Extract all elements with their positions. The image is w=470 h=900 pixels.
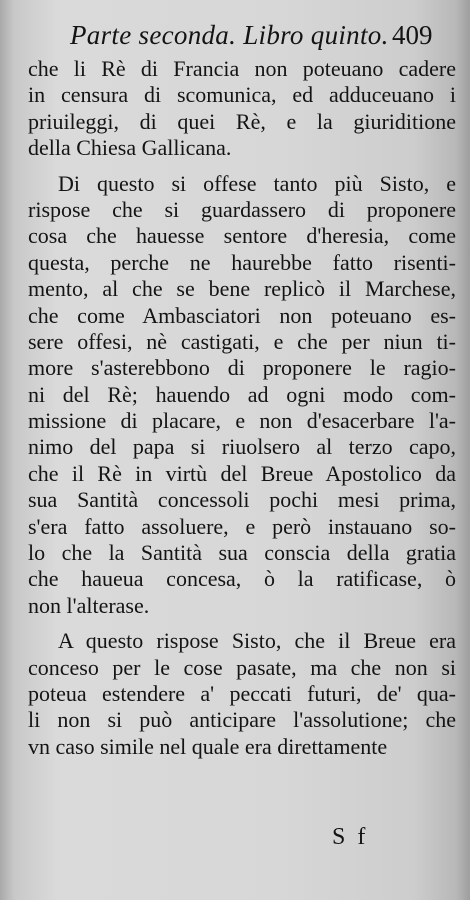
page-header	[0, 16, 470, 56]
text-line: ni del Rè; hauendo ad ogni modo com-	[28, 381, 456, 407]
text-line: more s'asterebbono di proponere le ragio-	[28, 355, 456, 381]
text-line: conceso per le cose pasate, ma che non si	[28, 654, 456, 680]
text-line: lo che la Santità sua conscia della gratia	[28, 540, 456, 566]
text-line: Di questo si offese tanto più Sisto, e	[58, 170, 456, 196]
signature-mark: S f	[332, 824, 369, 850]
paragraph	[28, 56, 456, 162]
text-line: missione di placare, e non d'esacerbare l'a-	[28, 408, 456, 434]
text-line: della Chiesa Gallicana.	[28, 135, 232, 161]
text-line: vn caso simile nel quale era direttamente	[28, 733, 388, 759]
text-line: priuileggi, di quei Rè, e la giuriditione	[28, 108, 456, 134]
text-line: li non si può anticipare l'assolutione; che	[28, 707, 456, 733]
text-line: questa, perche ne haurebbe fatto risenti-	[28, 249, 456, 275]
text-line: poteua estendere a' peccati futuri, de' qua-	[28, 680, 456, 706]
text-line: sua Santità concessoli pochi mesi prima,	[28, 487, 456, 513]
page-number: 409	[392, 20, 433, 50]
paragraph	[28, 171, 456, 620]
text-line: che haueua concesa, ò la ratificase, ò	[28, 566, 456, 592]
paragraph-gap	[28, 619, 456, 628]
text-line: rispose che si guardassero di proponere	[28, 196, 456, 222]
text-line: A questo rispose Sisto, che il Breue era	[58, 628, 456, 654]
text-line: che il Rè in virtù del Breue Apostolico da	[28, 460, 456, 486]
body-text	[28, 56, 456, 760]
text-line: non l'alterase.	[28, 592, 150, 618]
text-line: cosa che hauesse sentore d'heresia, come	[28, 223, 456, 249]
text-line: che come Ambasciatori non poteuano es-	[28, 302, 456, 328]
text-line: che li Rè di Francia non poteuano cadere	[28, 56, 456, 81]
paragraph	[28, 628, 456, 760]
text-line: in censura di scomunica, ed adduceuano i	[28, 82, 456, 108]
running-head: Parte seconda. Libro quinto.	[70, 20, 389, 50]
text-line: mento, al che se bene replicò il Marchese,	[28, 276, 456, 302]
text-line: s'era fatto assoluere, e però instauano so-	[28, 513, 456, 539]
paragraph-gap	[28, 162, 456, 171]
text-line: nimo del papa si riuolsero al terzo capo,	[28, 434, 456, 460]
text-line: sere offesi, nè castigati, e che per niun ti-	[28, 328, 456, 354]
